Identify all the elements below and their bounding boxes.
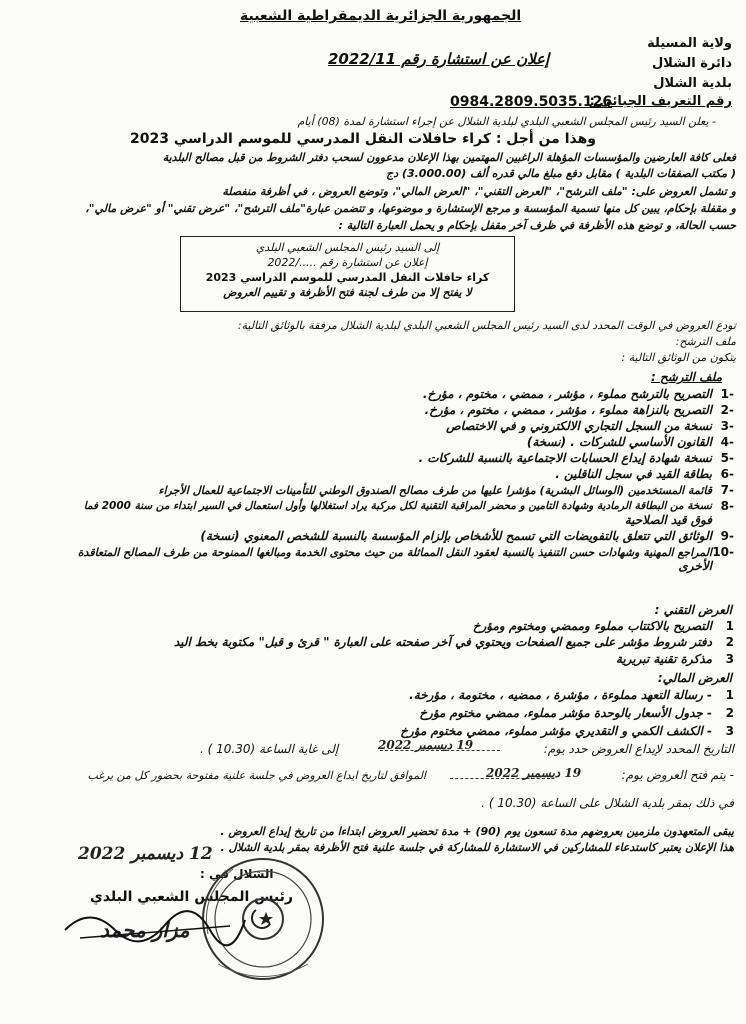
tax-id-label: رقم التعريف الجبائي : xyxy=(589,94,732,109)
item-text: الأخرى xyxy=(678,559,712,573)
signature-office: رئيس المجلس الشعبي البلدي xyxy=(90,889,293,905)
item-text: مذكرة تقنية تبريرية xyxy=(615,652,712,666)
technical-item xyxy=(14,620,734,636)
candidacy-item xyxy=(14,530,734,546)
item-number: -10 xyxy=(712,545,734,559)
signature-name: مزاز محمد xyxy=(100,918,190,942)
item-number xyxy=(712,514,734,530)
item-text: المراجع المهنية وشهادات حسن التنفيذ بالنسبة لعقود النقل المماثلة من حيث محتوى الخدمة ومبالغها الممنوحة من طرف المصالح المتعاقدة xyxy=(77,546,712,559)
closing-line-1: يبقى المتعهدون ملزمين بعروضهم مدة تسعون يوم (90) + مدة تحضير العروض ابتداءا من تاريخ إيداع العروض . xyxy=(220,825,734,838)
candidacy-item xyxy=(14,560,734,574)
item-text: دفتر شروط مؤشر على جميع الصفحات ويحتوي في آخر صفحته على العبارة " قرئ و قبل" مكتوبة بخط اليد xyxy=(173,635,712,649)
candidacy-item xyxy=(14,514,734,530)
opening-line-2: في ذلك بمقر بلدية الشلال على الساعة (10.30 ) . xyxy=(481,796,734,810)
item-text: القانون الأساسي للشركات . (نسخة) xyxy=(526,435,712,449)
candidacy-item xyxy=(14,420,734,436)
signature-place: الشلال في : xyxy=(200,867,274,881)
financial-heading: العرض المالي: xyxy=(657,671,732,685)
deposit-line-1: تودع العروض في الوقت المحدد لدى السيد رئيس المجلس الشعبي البلدي لبلدية الشلال مرفقة بالوثائق التالية: xyxy=(237,319,736,332)
item-number: -2 xyxy=(720,403,734,417)
signature-date-stamp: 12 ديسمبر 2022 xyxy=(78,844,213,864)
candidacy-item xyxy=(14,404,734,420)
technical-list xyxy=(14,620,734,669)
technical-item xyxy=(14,653,734,669)
para1-line2: ( مكتب الصفقات البلدية ) مقابل دفع مبلغ مالي قدره ألف (3.000.00) دج xyxy=(386,167,736,180)
envelope-line-4: لا يفتح إلا من طرف لجنة فتح الأظرفة و تقييم العروض xyxy=(223,286,472,299)
item-text: نسخة من البطاقة الرمادية وشهادة التامين و محضر المراقبة التقنية لكل مركبة يراد استغلالها وأول استعمال في السير ابتداء من سنة 2000 فما xyxy=(83,500,712,512)
item-text: نسخة شهادة إيداع الحسابات الاجتماعية بالنسبة للشركات . xyxy=(418,451,712,465)
item-text: نسخة من السجل التجاري الالكتروني و في الاختصاص xyxy=(446,419,712,433)
para2-line2: و مقفلة بإحكام، يبين كل منها تسمية المؤسسة و مرجع الإستشارة و موضوعها، و تتضمن عبارة"ملف الترشح"، "عرض تقني" أو "عرض مالي"، xyxy=(85,202,736,215)
financial-item xyxy=(14,725,734,741)
opening-date-stamp: 19 ديسمبر 2022 xyxy=(486,766,582,780)
candidacy-item xyxy=(14,500,734,514)
item-number: -3 xyxy=(720,419,734,433)
item-number: -4 xyxy=(720,435,734,449)
item-number: -6 xyxy=(720,467,734,481)
candidacy-item xyxy=(14,546,734,560)
candidacy-item xyxy=(14,452,734,468)
item-number: 2 xyxy=(725,635,734,649)
candidacy-item xyxy=(14,468,734,484)
para2-line3: حسب الحالة، و توضع هذه الأظرفة في ظرف آخر مقفل بإحكام و يحمل العبارة التالية : xyxy=(338,219,736,232)
financial-item xyxy=(14,707,734,725)
envelope-line-2: إعلان عن استشارة رقم ...../2022 xyxy=(267,256,428,269)
item-number: -1 xyxy=(720,387,734,401)
item-number: 2 xyxy=(725,706,734,720)
item-text: قائمة المستخدمين (الوسائل البشرية) مؤشرا عليها من طرف مصالح الصندوق الوطني للتأمينات الاجتماعية للعمال الأجراء xyxy=(158,484,712,497)
intro-line: - يعلن السيد رئيس المجلس الشعبي البلدي لبلدية الشلال عن إجراء استشارة لمدة (08) أيام xyxy=(297,115,716,128)
item-text: التصريح بالترشح مملوء ، مؤشر ، ممضي ، مختوم ، مؤرخ. xyxy=(422,387,712,401)
item-text: فوق قيد الصلاحية xyxy=(624,513,712,527)
candidacy-item xyxy=(14,436,734,452)
purpose-line: وهذا من أجل : كراء حافلات النقل المدرسي للموسم الدراسي 2023 xyxy=(130,131,596,147)
deposit-line-3: يتكون من الوثائق التالية : xyxy=(621,351,736,364)
item-text: - رسالة التعهد مملوءة ، مؤشرة ، ممضيه ، مختومة ، مؤرخة. xyxy=(409,688,712,702)
item-number: 1 xyxy=(725,688,734,702)
deadline-date-stamp: 19 ديسمبر 2022 xyxy=(378,738,474,752)
item-text: الوثائق التي تتعلق بالتفويضات التي تسمح للأشخاص بإلزام المؤسسة بالنسبة للشخص المعنوي (نسخة) xyxy=(200,529,712,543)
financial-item xyxy=(14,689,734,707)
item-number: -8 xyxy=(720,499,734,513)
item-number: 3 xyxy=(725,652,734,666)
item-number: 1 xyxy=(725,619,734,633)
item-text: التصريح بالاكتتاب مملوء وممضي ومختوم ومؤرخ xyxy=(472,619,712,633)
republic-title: الجمهورية الجزائرية الديمقراطية الشعبية xyxy=(240,8,522,24)
technical-heading: العرض التقني : xyxy=(654,603,732,617)
envelope-line-3: كراء حافلات النقل المدرسي للموسم الدراسي 2023 xyxy=(205,271,490,284)
item-text: بطاقة القيد في سجل الناقلين . xyxy=(555,467,712,481)
candidacy-heading: ملف الترشح : xyxy=(650,370,722,384)
item-text: التصريح بالنزاهة مملوء ، مؤشر ، ممضي ، مختوم ، مؤرخ. xyxy=(424,403,712,417)
technical-item xyxy=(14,636,734,653)
tax-id-value: 0984.2809.5035.126 xyxy=(450,94,613,110)
wilaya-label: ولاية المسيلة xyxy=(647,36,732,51)
signature-scribble-icon xyxy=(60,900,250,950)
item-text: - جدول الأسعار بالوحدة مؤشر مملوء، ممضي مختوم مؤرخ xyxy=(419,706,712,720)
deposit-line-2: ملف الترشح: xyxy=(675,335,736,348)
candidacy-item xyxy=(14,484,734,500)
candidacy-list xyxy=(14,388,734,574)
candidacy-item xyxy=(14,388,734,404)
item-number: -9 xyxy=(720,529,734,543)
financial-list xyxy=(14,689,734,741)
deadline-prefix: التاريخ المحدد لإيداع العروض حدد يوم: xyxy=(543,742,734,756)
item-number: -7 xyxy=(720,483,734,497)
para1-line1: فعلى كافة العارضين والمؤسسات المؤهلة الراغبين المهتمين بهذا الإعلان مدعوون لسحب دفتر الشروط من قبل مصالح البلدية xyxy=(162,151,736,164)
envelope-line-1: إلى السيد رئيس المجلس الشعبي البلدي xyxy=(255,241,440,254)
item-number: 3 xyxy=(725,724,734,738)
deadline-suffix: إلى غاية الساعة (10.30 ) . xyxy=(200,742,339,756)
closing-line-2: هذا الإعلان يعتبر كاستدعاء للمشاركين في الاستشارة للمشاركة في جلسة علنية فتح الأظرفة بمقر بلدية الشلال . xyxy=(220,841,734,854)
para2-line1: و تشمل العروض على: "ملف الترشح"، "العرض التقني"، "العرض المالي"، وتوضع العروض ، في أظرفة منفصلة xyxy=(222,185,736,198)
consultation-title: إعلان عن استشارة رقم 2022/11 xyxy=(328,50,550,68)
item-number: -5 xyxy=(720,451,734,465)
daira-label: دائرة الشلال xyxy=(651,56,732,71)
item-number xyxy=(712,560,734,574)
envelope-label-box xyxy=(180,236,515,312)
commune-label: بلدية الشلال xyxy=(653,76,732,91)
opening-middle: الموافق لتاريخ ايداع العروض في جلسة علنية مفتوحة بحضور كل من يرغب xyxy=(87,769,426,782)
item-text: - الكشف الكمي و التقديري مؤشر مملوء، ممضي مختوم مؤرخ xyxy=(400,724,712,738)
opening-prefix: - يتم فتح العروض يوم: xyxy=(621,768,734,782)
